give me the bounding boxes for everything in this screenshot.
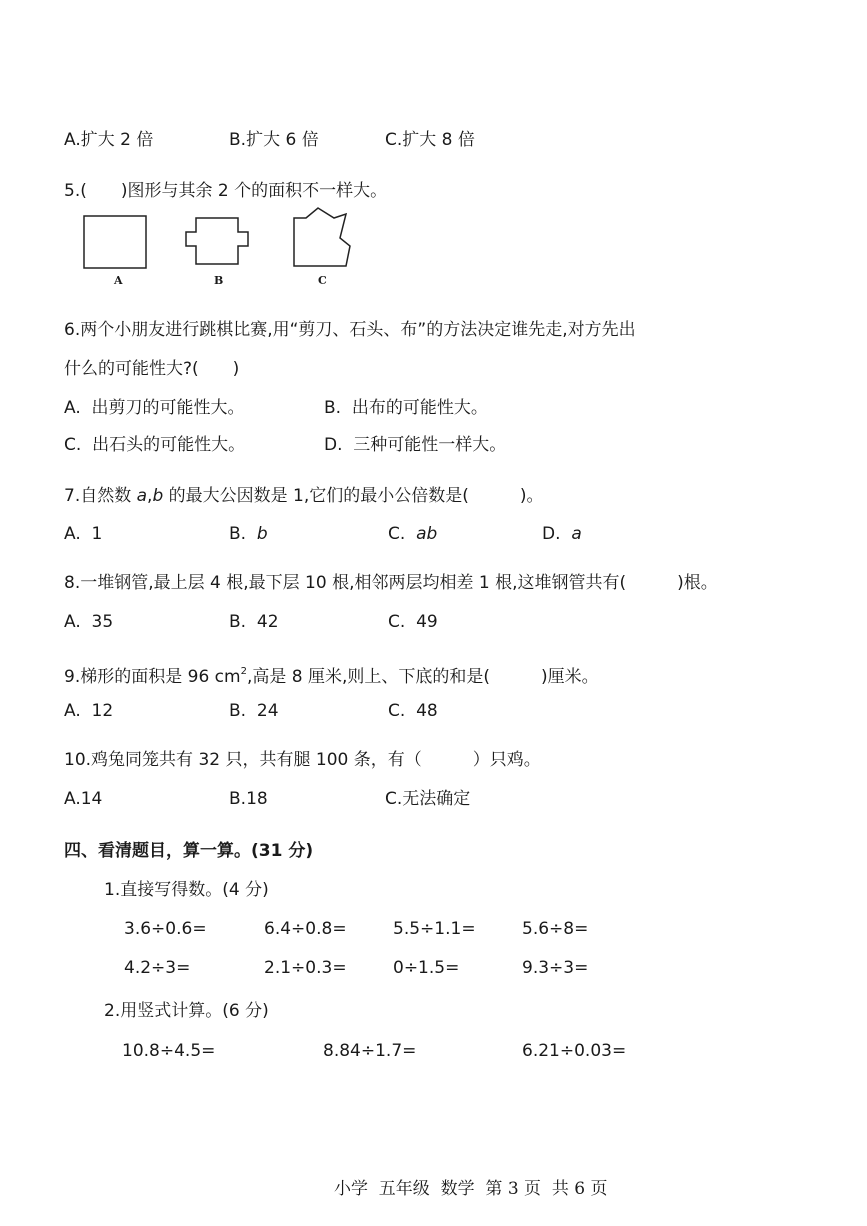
q9-option-b: B. 24	[229, 701, 279, 721]
q5-stem: 5.( )图形与其余 2 个的面积不一样大。	[64, 181, 388, 201]
q9-stem-prefix: 9.梯形的面积是 96 cm	[64, 667, 241, 687]
shape-b-label: B	[214, 274, 224, 287]
q7-stem	[64, 485, 544, 507]
q6-option-a: A. 出剪刀的可能性大。	[64, 398, 245, 418]
q9-option-a: A. 12	[64, 701, 114, 721]
q7-option-a-letter: A.	[64, 524, 81, 544]
section4-title: 四、看清题目，算一算。(31 分)	[64, 841, 314, 861]
q6-stem-line2: 什么的可能性大?( )	[64, 359, 240, 379]
q8-option-c: C. 49	[388, 612, 438, 632]
calc-r1-c1: 3.6÷0.6=	[124, 919, 207, 939]
q7-option-d-letter: D.	[542, 524, 561, 544]
calc-r2-c3: 0÷1.5=	[393, 958, 460, 978]
q6-option-b: B. 出布的可能性大。	[324, 398, 488, 418]
q10-option-c: C.无法确定	[385, 789, 471, 809]
q9-stem-suffix: ,高是 8 厘米,则上、下底的和是( )厘米。	[246, 667, 599, 687]
q7-comma: ,	[147, 486, 153, 506]
q7-option-d	[542, 523, 582, 545]
q10-option-b: B.18	[229, 789, 268, 809]
q8-stem: 8.一堆钢管,最上层 4 根,最下层 10 根,相邻两层均相差 1 根,这堆钢管共有( )根。	[64, 573, 718, 593]
vertical-calc-3: 6.21÷0.03=	[522, 1041, 627, 1061]
shape-a-rectangle	[80, 212, 150, 272]
q6-option-d: D. 三种可能性一样大。	[324, 435, 507, 455]
q7-stem-prefix: 7.自然数	[64, 486, 137, 506]
q7-option-b	[229, 523, 268, 545]
q4-option-a: A.扩大 2 倍	[64, 130, 154, 150]
calc-r1-c3: 5.5÷1.1=	[393, 919, 476, 939]
q4-option-b: B.扩大 6 倍	[229, 130, 319, 150]
shape-c-label: C	[318, 274, 327, 287]
q6-stem-line1: 6.两个小朋友进行跳棋比赛,用“剪刀、石头、布”的方法决定谁先走,对方先出	[64, 320, 636, 340]
q7-option-a	[64, 523, 102, 545]
vertical-calc-2: 8.84÷1.7=	[323, 1041, 417, 1061]
page-footer: 小学 五年级 数学 第 3 页 共 6 页	[334, 1179, 608, 1199]
calc-r2-c2: 2.1÷0.3=	[264, 958, 347, 978]
shape-b-cross	[182, 212, 254, 272]
vertical-calc-1: 10.8÷4.5=	[122, 1041, 216, 1061]
q8-option-a: A. 35	[64, 612, 114, 632]
q7-option-b-letter: B.	[229, 524, 247, 544]
q7-stem-suffix: 的最大公因数是 1,它们的最小公倍数是( )。	[163, 486, 544, 506]
q4-option-c: C.扩大 8 倍	[385, 130, 475, 150]
section4-sub1: 1.直接写得数。(4 分)	[104, 880, 269, 900]
q9-superscript: 2	[240, 666, 247, 677]
q7-option-c-value: ab	[416, 524, 438, 544]
calc-r1-c4: 5.6÷8=	[522, 919, 589, 939]
calc-r2-c4: 9.3÷3=	[522, 958, 589, 978]
q7-option-c	[388, 523, 437, 545]
q7-option-b-value: b	[256, 524, 268, 544]
q10-stem: 10.鸡兔同笼共有 32 只，共有腿 100 条，有（ ）只鸡。	[64, 750, 541, 770]
shape-c-irregular	[288, 204, 360, 274]
var-a: a	[136, 486, 148, 506]
q7-option-d-value: a	[571, 524, 582, 544]
calc-r1-c2: 6.4÷0.8=	[264, 919, 347, 939]
section4-sub2: 2.用竖式计算。(6 分)	[104, 1001, 269, 1021]
calc-r2-c1: 4.2÷3=	[124, 958, 191, 978]
q9-option-c: C. 48	[388, 701, 438, 721]
q10-option-a: A.14	[64, 789, 103, 809]
q7-option-c-letter: C.	[388, 524, 406, 544]
q9-stem	[64, 661, 599, 688]
q6-option-c: C. 出石头的可能性大。	[64, 435, 246, 455]
q8-option-b: B. 42	[229, 612, 279, 632]
q7-option-a-value: 1	[91, 524, 103, 544]
shape-a-label: A	[114, 274, 123, 287]
var-b: b	[152, 486, 164, 506]
